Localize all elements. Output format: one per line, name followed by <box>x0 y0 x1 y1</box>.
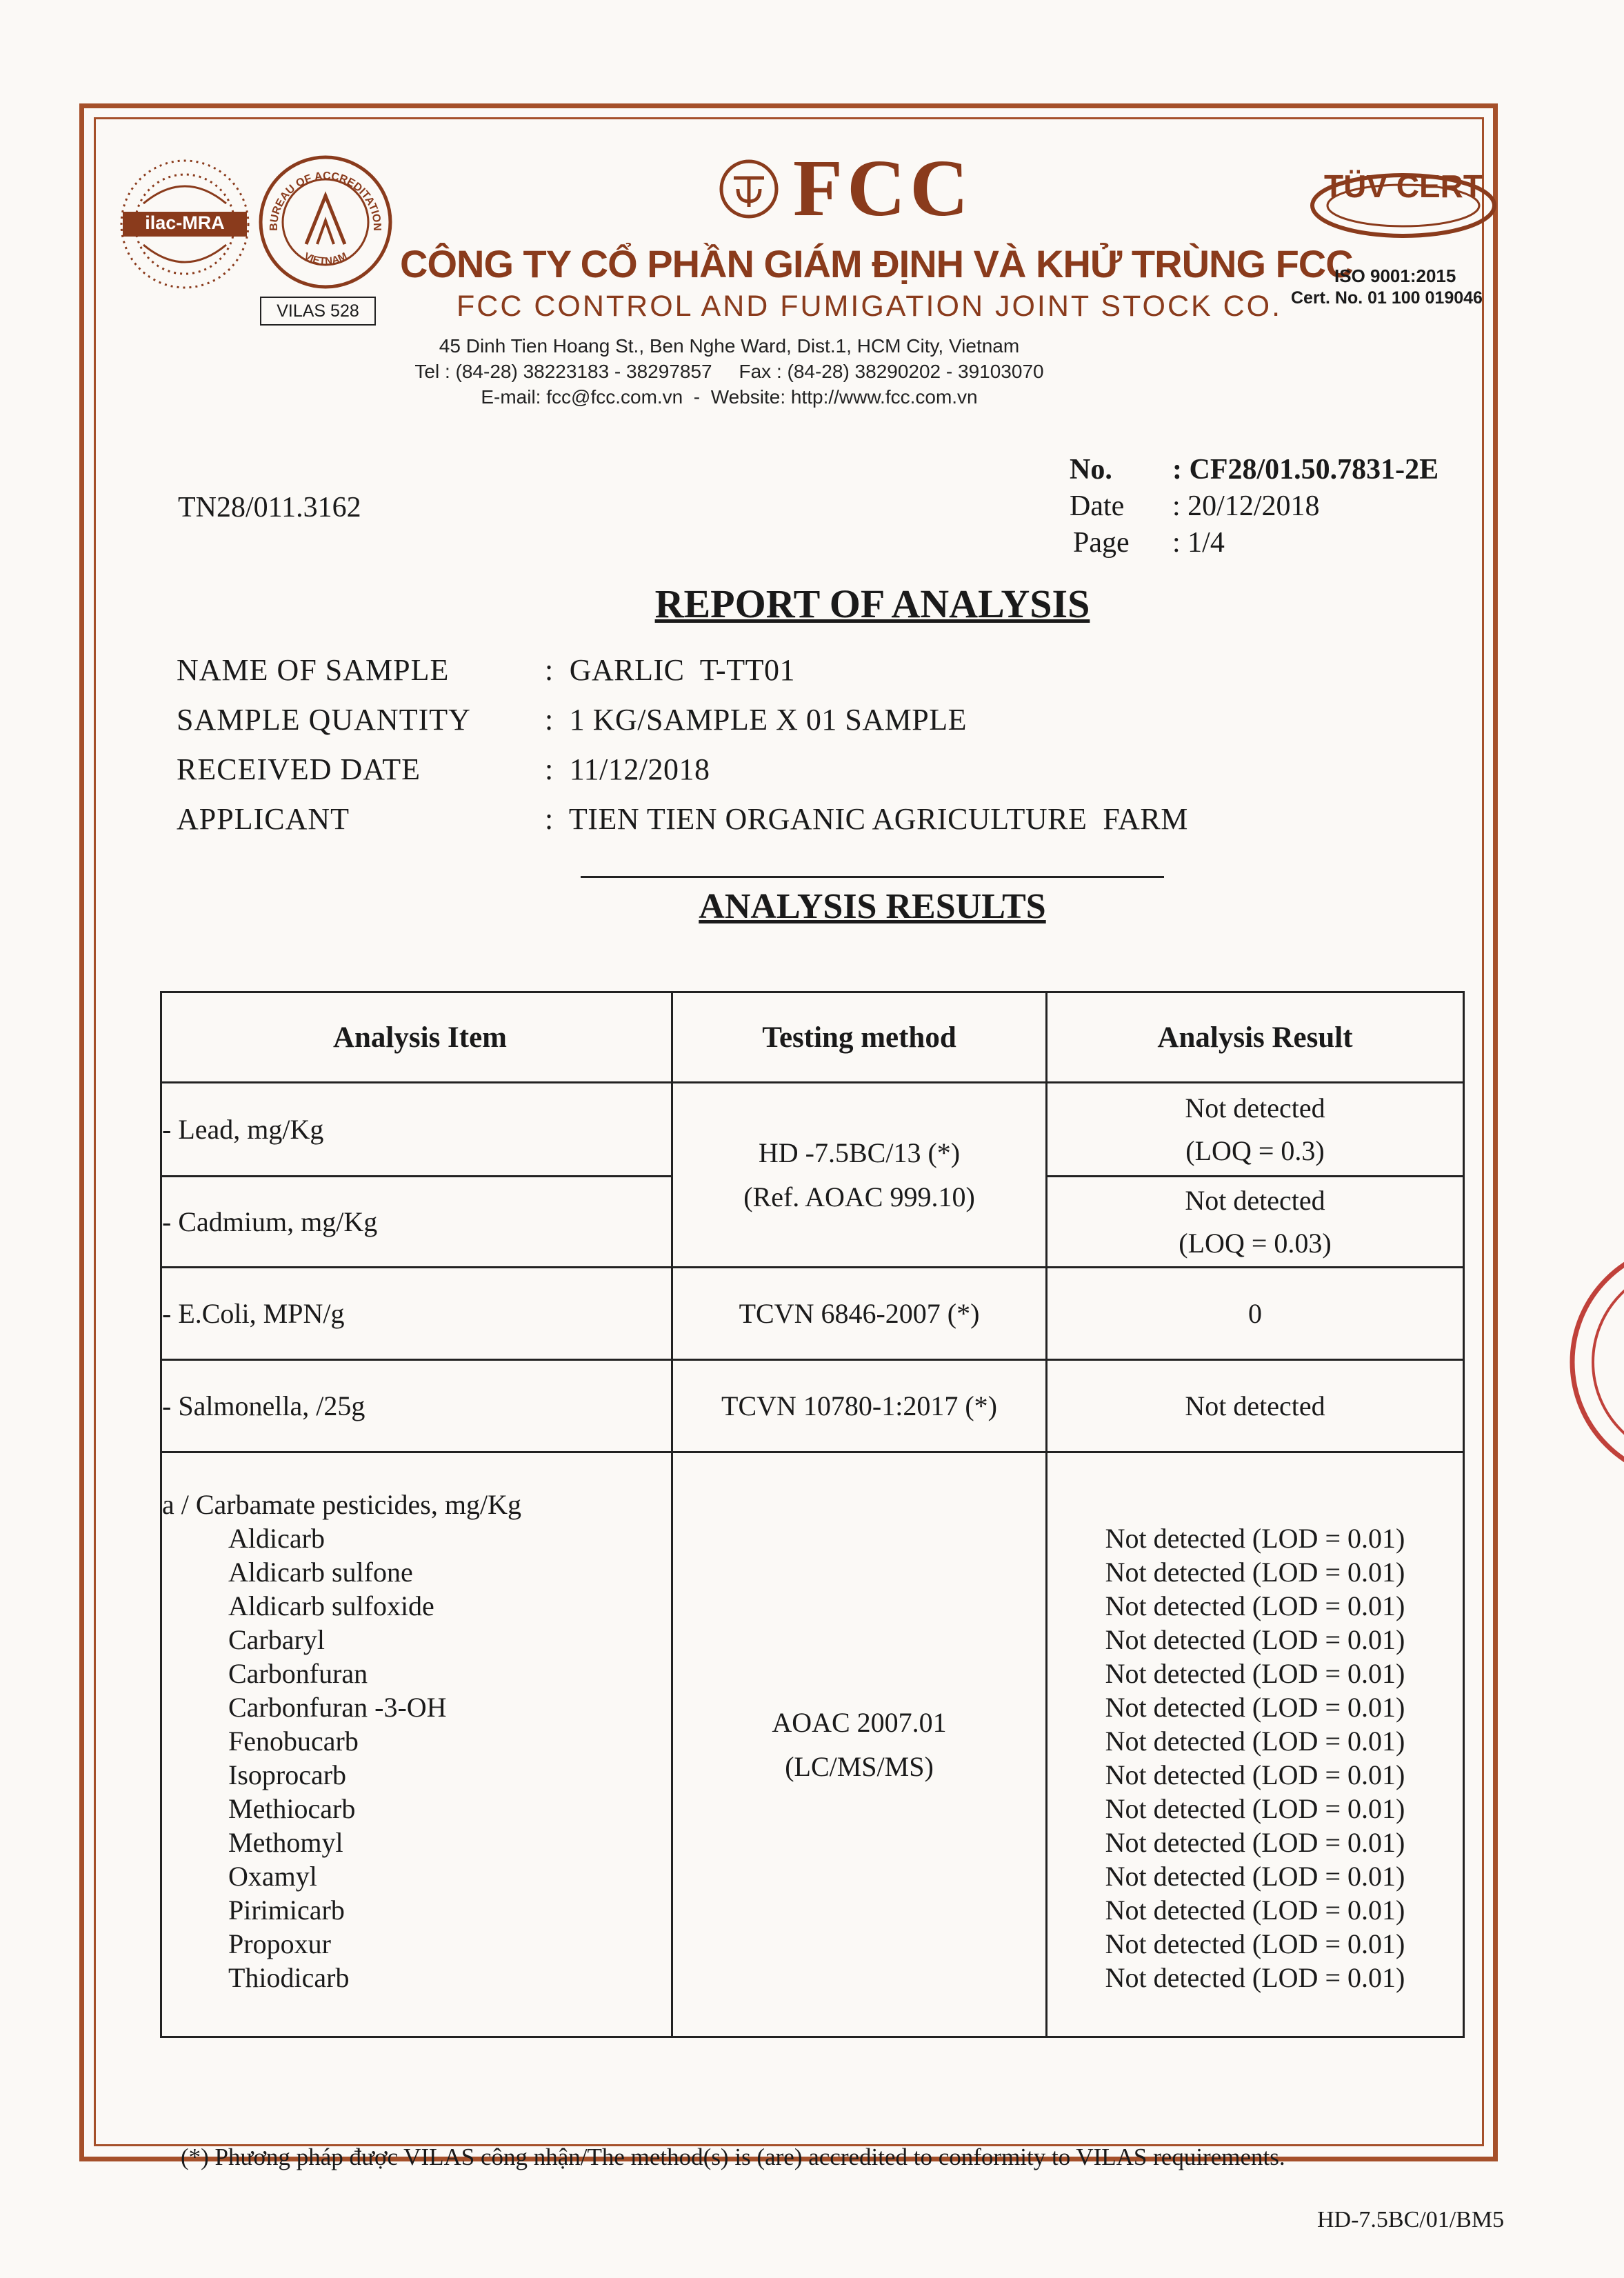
table-row <box>161 1268 1464 1360</box>
company-email-web: E-mail: fcc@fcc.com.vn - Website: http://www.fcc.com.vn <box>481 386 978 408</box>
carbamate-result: Not detected (LOD = 0.01) <box>1105 1590 1405 1621</box>
carbamate-item: Methomyl <box>228 1827 343 1858</box>
sample-name-label: NAME OF SAMPLE <box>177 653 450 687</box>
received-date-value: : 11/12/2018 <box>545 752 710 786</box>
ilac-mra-label: ilac-MRA <box>145 212 225 233</box>
form-code: HD-7.5BC/01/BM5 <box>1317 2207 1505 2232</box>
result-ecoli: 0 <box>1047 1268 1464 1360</box>
carbamate-item-list <box>162 1521 671 1995</box>
method-carbamate <box>672 1452 1047 2037</box>
tuv-cert-logo <box>1307 157 1500 247</box>
method-metals-line-1: HD -7.5BC/13 (*) <box>758 1137 961 1168</box>
result-carbamate <box>1047 1452 1464 2037</box>
item-lead: - Lead, mg/Kg <box>161 1083 672 1177</box>
carbamate-group-label: a / Carbamate pesticides, mg/Kg <box>162 1489 521 1520</box>
header-analysis-result: Analysis Result <box>1047 992 1464 1083</box>
carbamate-item: Oxamyl <box>228 1861 317 1892</box>
carbamate-result: Not detected (LOD = 0.01) <box>1105 1928 1405 1959</box>
report-title: REPORT OF ANALYSIS <box>654 581 1090 626</box>
table-row <box>161 1452 1464 2037</box>
carbamate-item: Carbonfuran -3-OH <box>228 1692 447 1723</box>
sample-name-value: : GARLIC T-TT01 <box>545 653 795 687</box>
result-salmonella: Not detected <box>1047 1360 1464 1452</box>
red-stamp-partial <box>1562 1235 1624 1490</box>
internal-reference: TN28/011.3162 <box>178 492 361 523</box>
table-row <box>161 1360 1464 1452</box>
seal-text-bottom: VIETNAM <box>301 250 350 268</box>
report-date-label: Date <box>1070 490 1125 522</box>
carbamate-result: Not detected (LOD = 0.01) <box>1105 1692 1405 1723</box>
table-row <box>161 1083 1464 1177</box>
method-ecoli: TCVN 6846-2007 (*) <box>672 1268 1047 1360</box>
carbamate-item: Fenobucarb <box>228 1726 359 1757</box>
sample-quantity-label: SAMPLE QUANTITY <box>177 703 471 737</box>
received-date-label: RECEIVED DATE <box>177 752 421 786</box>
company-address: 45 Dinh Tien Hoang St., Ben Nghe Ward, Dist.1, HCM City, Vietnam <box>439 335 1020 357</box>
report-no-label: No. <box>1070 454 1112 486</box>
iso-cert-number: Cert. No. 01 100 019046 <box>1291 288 1483 308</box>
result-lead-line-2: (LOQ = 0.3) <box>1185 1135 1325 1166</box>
seal-text-top: BUREAU OF ACCREDITATION <box>268 170 383 231</box>
applicant-label: APPLICANT <box>177 802 350 836</box>
carbamate-result: Not detected (LOD = 0.01) <box>1105 1962 1405 1993</box>
results-title: ANALYSIS RESULTS <box>699 887 1046 926</box>
carbamate-item: Aldicarb <box>228 1523 325 1554</box>
results-table <box>160 991 1465 2038</box>
carbamate-result: Not detected (LOD = 0.01) <box>1105 1759 1405 1790</box>
fcc-brand-name: FCC <box>793 143 973 233</box>
section-divider <box>581 876 1164 878</box>
company-phone-fax: Tel : (84-28) 38223183 - 38297857 Fax : (84-28) 38290202 - 39103070 <box>414 361 1044 382</box>
vilas-badge: VILAS 528 <box>260 297 376 326</box>
report-page-value: : 1/4 <box>1172 527 1225 559</box>
report-date-value: : 20/12/2018 <box>1172 490 1320 522</box>
carbamate-item: Isoprocarb <box>228 1759 347 1790</box>
table-header-row <box>161 992 1464 1083</box>
carbamate-item: Carbaryl <box>228 1624 325 1655</box>
report-no-value: : CF28/01.50.7831-2E <box>1172 454 1439 486</box>
accreditation-seal <box>257 153 394 291</box>
applicant-value: : TIEN TIEN ORGANIC AGRICULTURE FARM <box>545 802 1188 836</box>
carbamate-result: Not detected (LOD = 0.01) <box>1105 1793 1405 1824</box>
item-ecoli: - E.Coli, MPN/g <box>161 1268 672 1360</box>
carbamate-result: Not detected (LOD = 0.01) <box>1105 1523 1405 1554</box>
carbamate-result: Not detected (LOD = 0.01) <box>1105 1895 1405 1926</box>
item-cadmium: - Cadmium, mg/Kg <box>161 1177 672 1268</box>
method-metals <box>672 1083 1047 1268</box>
fcc-emblem-icon <box>717 157 781 221</box>
result-lead-line-1: Not detected <box>1185 1092 1325 1123</box>
ilac-mra-logo <box>116 155 254 293</box>
svg-text:VIETNAM <box>302 250 349 268</box>
header-analysis-item: Analysis Item <box>161 992 672 1083</box>
method-metals-line-2: (Ref. AOAC 999.10) <box>743 1181 975 1212</box>
carbamate-result: Not detected (LOD = 0.01) <box>1105 1726 1405 1757</box>
carbamate-item: Aldicarb sulfone <box>228 1557 413 1588</box>
item-carbamate <box>161 1452 672 2037</box>
carbamate-result: Not detected (LOD = 0.01) <box>1105 1827 1405 1858</box>
method-salmonella: TCVN 10780-1:2017 (*) <box>672 1360 1047 1452</box>
result-cadmium-line-1: Not detected <box>1185 1184 1325 1216</box>
carbamate-item: Pirimicarb <box>228 1895 345 1926</box>
iso-standard: ISO 9001:2015 <box>1334 266 1456 286</box>
result-cadmium-line-2: (LOQ = 0.03) <box>1179 1227 1332 1259</box>
method-carbamate-line-1: AOAC 2007.01 <box>772 1706 947 1738</box>
sample-quantity-value: : 1 KG/SAMPLE X 01 SAMPLE <box>545 703 967 737</box>
carbamate-item: Carbonfuran <box>228 1658 368 1689</box>
result-cadmium <box>1047 1177 1464 1268</box>
header-testing-method: Testing method <box>672 992 1047 1083</box>
method-carbamate-line-2: (LC/MS/MS) <box>785 1750 934 1782</box>
carbamate-result: Not detected (LOD = 0.01) <box>1105 1658 1405 1689</box>
item-salmonella: - Salmonella, /25g <box>161 1360 672 1452</box>
report-page-label: Page <box>1073 527 1130 559</box>
result-lead <box>1047 1083 1464 1177</box>
carbamate-result: Not detected (LOD = 0.01) <box>1105 1861 1405 1892</box>
carbamate-result: Not detected (LOD = 0.01) <box>1105 1557 1405 1588</box>
carbamate-result: Not detected (LOD = 0.01) <box>1105 1624 1405 1655</box>
tuv-cert-text: TÜV CERT <box>1324 168 1483 204</box>
carbamate-item: Propoxur <box>228 1928 331 1959</box>
carbamate-result-list <box>1047 1521 1463 1995</box>
accreditation-footnote: (*) Phương pháp được VILAS công nhận/The method(s) is (are) accredited to conformity to VILAS requirements. <box>181 2144 1285 2170</box>
company-name-en: FCC CONTROL AND FUMIGATION JOINT STOCK CO. <box>457 290 1283 323</box>
carbamate-item: Methiocarb <box>228 1793 356 1824</box>
company-name-vn: CÔNG TY CỔ PHẦN GIÁM ĐỊNH VÀ KHỬ TRÙNG FCC <box>400 242 1353 286</box>
carbamate-item: Aldicarb sulfoxide <box>228 1590 434 1621</box>
carbamate-item: Thiodicarb <box>228 1962 350 1993</box>
